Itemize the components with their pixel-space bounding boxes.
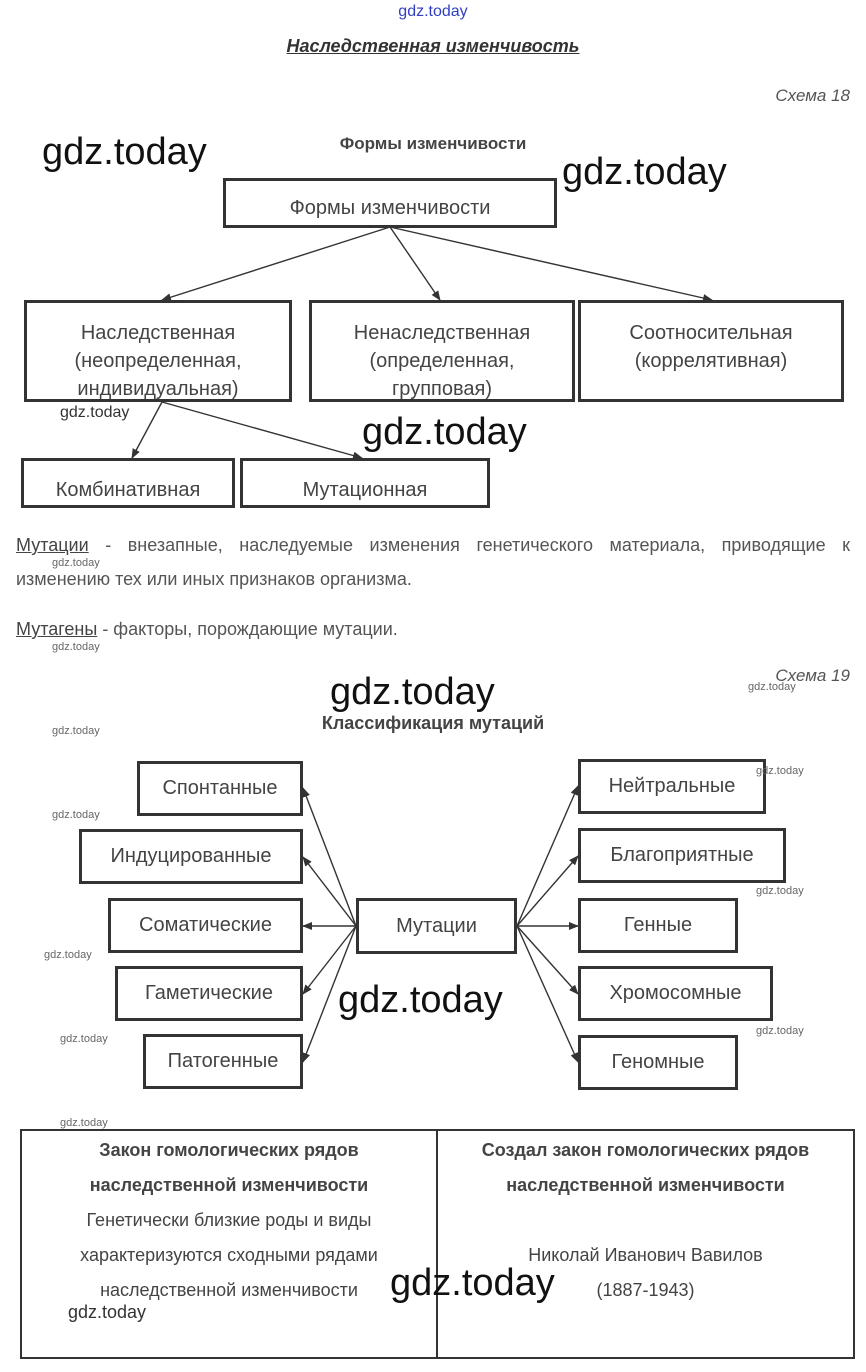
watermark: gdz.today xyxy=(52,557,100,569)
scheme18-label: Схема 18 xyxy=(775,86,850,105)
forms-root-label: Формы изменчивости xyxy=(289,197,491,219)
law-table-left-cell xyxy=(23,1130,435,1361)
mutagens-term: Мутагены xyxy=(16,619,98,639)
scheme19-label: Схема 19 xyxy=(775,666,850,685)
arrow-root-to-hereditary xyxy=(162,227,390,300)
left-label-spontaneous: Спонтанные xyxy=(162,777,278,799)
combinative-box xyxy=(21,458,235,508)
watermark: gdz.today xyxy=(60,1117,108,1129)
author-title-line1: Создал закон гомологических рядов xyxy=(481,1140,810,1160)
author-title-line2: наследственной изменчивости xyxy=(506,1175,785,1195)
site-link[interactable]: gdz.today xyxy=(398,3,468,20)
right-label-genomic: Геномные xyxy=(611,1051,705,1073)
law-table-right-cell xyxy=(439,1130,852,1361)
right-box-chromosomal xyxy=(578,966,773,1021)
page-title: Наследственная изменчивость xyxy=(286,36,580,56)
arrow-hereditary-to-combinative xyxy=(132,402,162,458)
watermark: gdz.today xyxy=(60,1033,108,1045)
law-text-line3: наследственной изменчивости xyxy=(100,1280,358,1300)
left-box-somatic xyxy=(108,898,303,953)
left-label-somatic: Соматические xyxy=(139,914,272,936)
law-title-line1: Закон гомологических рядов xyxy=(99,1140,359,1160)
law-text-line2: характеризуются сходными рядами xyxy=(80,1245,378,1265)
right-box-neutral xyxy=(578,759,766,814)
left-label-pathogenic: Патогенные xyxy=(167,1050,279,1072)
arrow-root-to-nonhereditary xyxy=(390,227,440,300)
mutations-center-box xyxy=(356,898,517,954)
watermark: gdz.today xyxy=(52,641,100,653)
forms-root-box xyxy=(223,178,557,228)
mutations-term: Мутации xyxy=(16,535,89,555)
right-label-neutral: Нейтральные xyxy=(608,775,736,797)
watermark: gdz.today xyxy=(68,1302,147,1322)
watermark: gdz.today xyxy=(60,404,130,421)
watermark: gdz.today xyxy=(390,1262,555,1304)
law-title-line2: наследственной изменчивости xyxy=(89,1175,369,1195)
right-box-gene xyxy=(578,898,738,953)
arrow-to-genomic xyxy=(517,926,578,1062)
arrow-to-chromosomal xyxy=(517,926,578,994)
left-box-spontaneous xyxy=(137,761,303,816)
mutagens-definition xyxy=(16,612,850,646)
arrow-to-induced xyxy=(303,857,356,926)
form-hereditary-line3: индивидуальная) xyxy=(77,378,239,400)
right-label-favorable: Благоприятные xyxy=(610,844,754,866)
watermark: gdz.today xyxy=(44,949,92,961)
arrow-root-to-correlative xyxy=(390,227,712,300)
watermark: gdz.today xyxy=(756,765,804,777)
arrow-hereditary-to-mutational xyxy=(162,402,362,458)
right-box-favorable xyxy=(578,828,786,883)
form-nonhereditary-line3: групповая) xyxy=(392,378,492,400)
scheme19-heading: Классификация мутаций xyxy=(321,713,545,733)
form-nonhereditary-box xyxy=(309,300,575,402)
form-correlative-line2: (коррелятивная) xyxy=(634,350,788,372)
left-box-gametic xyxy=(115,966,303,1021)
left-label-induced: Индуцированные xyxy=(110,845,272,867)
form-nonhereditary-line2: (определенная, xyxy=(369,350,515,372)
mutagens-text: - факторы, порождающие мутации. xyxy=(97,619,398,639)
right-label-gene: Генные xyxy=(623,914,693,936)
form-hereditary-line2: (неопределенная, xyxy=(74,350,242,372)
watermark: gdz.today xyxy=(756,885,804,897)
mutational-label: Мутационная xyxy=(302,479,428,501)
mutations-definition xyxy=(16,528,850,596)
form-correlative-line1: Соотносительная xyxy=(629,322,793,344)
author-years: (1887-1943) xyxy=(596,1280,695,1300)
form-hereditary-line1: Наследственная xyxy=(80,322,236,344)
right-box-genomic xyxy=(578,1035,738,1090)
form-correlative-box xyxy=(578,300,844,402)
mutations-center-label: Мутации xyxy=(396,914,477,937)
author-name: Николай Иванович Вавилов xyxy=(528,1245,763,1265)
scheme18-heading: Формы изменчивости xyxy=(339,134,527,153)
mutational-box xyxy=(240,458,490,508)
left-box-induced xyxy=(79,829,303,884)
mutations-text: - внезапные, наследуемые изменения генетического материала, приводящие к изменению тех или иных признаков организма. xyxy=(16,535,850,589)
watermark: gdz.today xyxy=(756,1025,804,1037)
arrow-to-spontaneous xyxy=(303,788,356,926)
watermark: gdz.today xyxy=(338,979,503,1021)
law-text-line1: Генетически близкие роды и виды xyxy=(86,1210,372,1230)
left-box-pathogenic xyxy=(143,1034,303,1089)
watermark: gdz.today xyxy=(330,671,495,713)
arrow-to-favorable xyxy=(517,856,578,926)
left-label-gametic: Гаметические xyxy=(145,982,273,1004)
right-label-chromosomal: Хромосомные xyxy=(609,982,742,1004)
combinative-label: Комбинативная xyxy=(55,479,201,501)
watermark: gdz.today xyxy=(42,131,207,173)
watermark: gdz.today xyxy=(748,681,796,693)
watermark: gdz.today xyxy=(52,725,100,737)
watermark: gdz.today xyxy=(562,151,727,193)
form-hereditary-box xyxy=(24,300,292,402)
form-nonhereditary-line1: Ненаследственная xyxy=(353,322,531,344)
watermark: gdz.today xyxy=(362,411,527,453)
arrow-to-neutral xyxy=(517,786,578,926)
watermark: gdz.today xyxy=(52,809,100,821)
